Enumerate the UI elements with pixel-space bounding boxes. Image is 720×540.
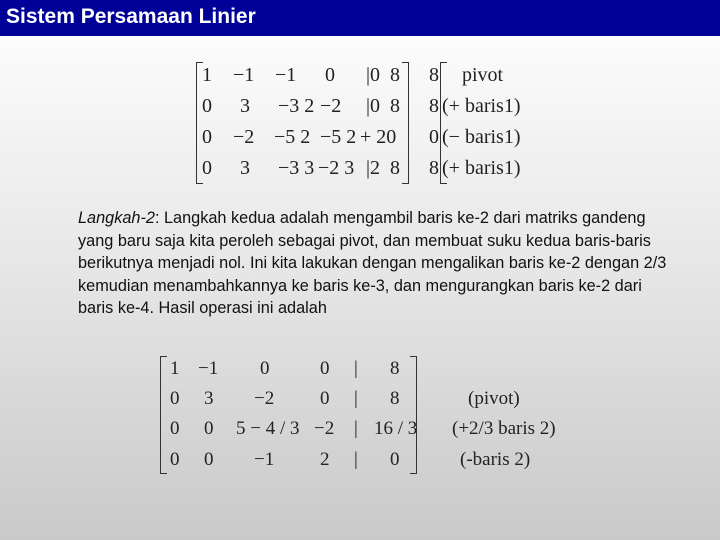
matrix-cell: −3 3 bbox=[278, 157, 315, 179]
matrix-cell: 8 bbox=[429, 157, 439, 179]
matrix-cell: 8 bbox=[390, 95, 400, 117]
matrix-cell: −1 bbox=[233, 64, 255, 86]
step-text: : Langkah kedua adalah mengambil baris ke-2 dari matriks gandeng yang baru saja kita peroleh sebagai pivot, dan membuat suku kedua baris-baris berikutnya menjadi nol. Ini kita lakukan dengan mengalikan baris ke-2 dengan 2/3 kemudian menambahkannya ke baris ke-3, dan mengurangkan baris ke-2 dari baris ke-4. Hasil operasi ini adalah bbox=[78, 209, 667, 318]
matrix-annotation: (+ baris1) bbox=[442, 157, 521, 179]
matrix-annotation: (+ baris1) bbox=[442, 95, 521, 117]
matrix-cell: −5 2 bbox=[320, 126, 357, 148]
matrix-cell: |0 bbox=[366, 95, 381, 117]
matrix-cell: 5 − 4 / 3 bbox=[236, 418, 300, 439]
matrix-cell: −2 bbox=[233, 126, 255, 148]
matrix-cell: |0 bbox=[366, 64, 381, 86]
matrix-cell: 0 bbox=[320, 358, 330, 379]
matrix-cell: −3 2 bbox=[278, 95, 315, 117]
page-title: Sistem Persamaan Linier bbox=[6, 5, 256, 28]
matrix-right-bracket bbox=[410, 356, 417, 474]
matrix-cell: −1 bbox=[254, 449, 275, 470]
matrix-annotation: (-baris 2) bbox=[460, 449, 531, 470]
matrix-cell: 0 bbox=[320, 388, 330, 409]
matrix-cell: 0 bbox=[204, 449, 214, 470]
matrix-cell: 16 / 3 bbox=[374, 418, 418, 439]
matrix-cell: 3 bbox=[240, 95, 250, 117]
matrix-annotation: (pivot) bbox=[468, 388, 520, 409]
matrix-cell: 1 bbox=[170, 358, 180, 379]
matrix-cell: 0 bbox=[325, 64, 335, 86]
matrix-cell: + 20 bbox=[360, 126, 397, 148]
matrix-cell: | bbox=[354, 449, 358, 470]
matrix-left-bracket bbox=[160, 356, 167, 474]
matrix-cell: | bbox=[354, 388, 358, 409]
matrix-cell: | bbox=[354, 358, 358, 379]
matrix-cell: 8 bbox=[429, 95, 439, 117]
matrix-annotation: pivot bbox=[462, 64, 504, 86]
matrix-cell: 0 bbox=[170, 449, 180, 470]
matrix-cell: 0 bbox=[204, 418, 214, 439]
matrix-cell: 3 bbox=[240, 157, 250, 179]
step-label: Langkah-2 bbox=[78, 209, 155, 227]
matrix-cell: 0 bbox=[202, 95, 212, 117]
matrix-cell: −2 bbox=[314, 418, 335, 439]
matrix-cell: |2 bbox=[366, 157, 381, 179]
matrix-cell: 1 bbox=[202, 64, 212, 86]
matrix-cell: 0 bbox=[390, 449, 400, 470]
matrix-cell: 2 bbox=[320, 449, 330, 470]
matrix-cell: 8 bbox=[390, 64, 400, 86]
matrix-cell: 3 bbox=[204, 388, 214, 409]
matrix-cell: −2 3 bbox=[318, 157, 355, 179]
matrix-cell: 0 bbox=[202, 126, 212, 148]
matrix-cell: 0 bbox=[170, 418, 180, 439]
matrix-cell: 8 bbox=[390, 358, 400, 379]
matrix-cell: −5 2 bbox=[274, 126, 311, 148]
matrix-cell: | bbox=[354, 418, 358, 439]
matrix-cell: −1 bbox=[198, 358, 219, 379]
matrix-cell: −1 bbox=[275, 64, 297, 86]
matrix-cell: 8 bbox=[429, 64, 439, 86]
matrix-annotation: (− baris1) bbox=[442, 126, 521, 148]
matrix-cell: 0 bbox=[170, 388, 180, 409]
matrix-cell: 8 bbox=[390, 157, 400, 179]
matrix-cell: 8 bbox=[390, 388, 400, 409]
matrix-annotation: (+2/3 baris 2) bbox=[452, 418, 556, 439]
matrix-cell: 0 bbox=[260, 358, 270, 379]
matrix-cell: 0 bbox=[429, 126, 439, 148]
matrix-cell: −2 bbox=[254, 388, 275, 409]
matrix-cell: −2 bbox=[320, 95, 342, 117]
matrix-cell: 0 bbox=[202, 157, 212, 179]
